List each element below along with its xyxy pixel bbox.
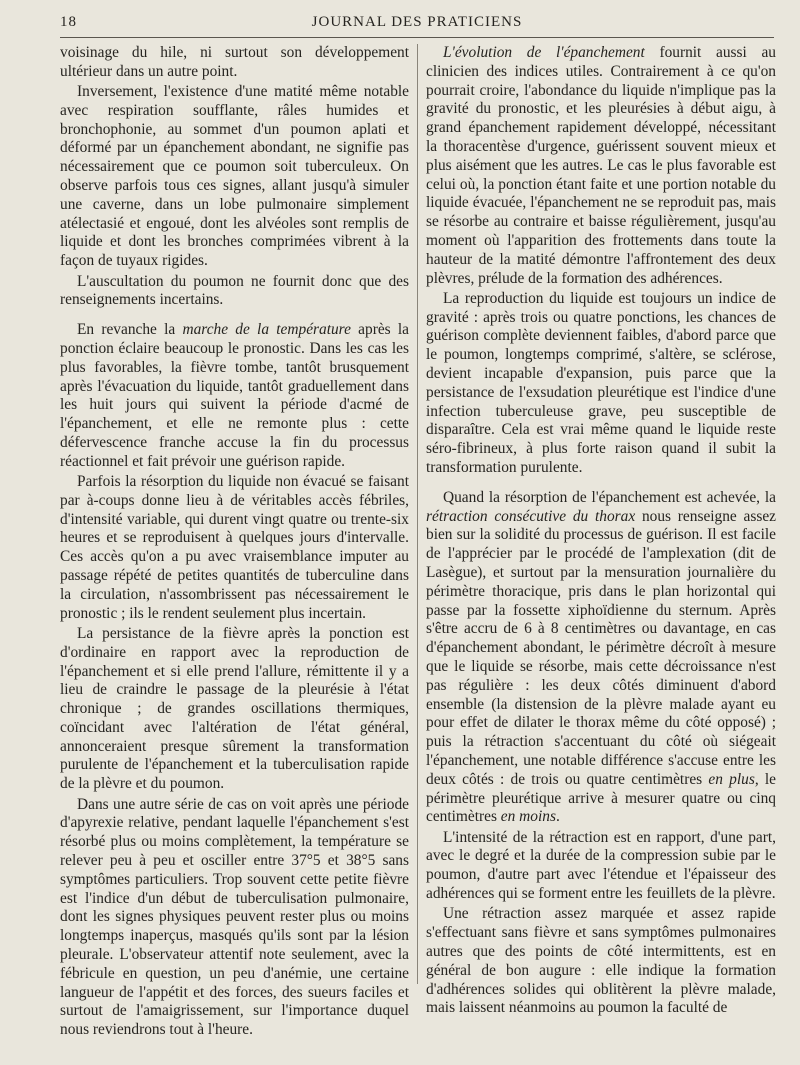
text-run: nous renseigne assez bien sur la solidité du processus de guérison. Il est facile de l'apprécier par le procédé de l'amplexation (dit de Lasègue), et surtout par la mensuration journalière du périmètre thoracique, pris dans le plan horizontal qui passe par la fossette xiphoïdienne du sternum. Après s'être accru de 6 à 8 centimètres ou davantage, en cas d'épanchement abondant, le périmètre décroît à mesure que le liquide se résorbe, mais cette décroissance n'est pas régulière : les deux côtés diminuent d'abord ensemble (la distension de la plèvre malade ayant eu pour effet de dilater le thorax même du côté opposé) ; puis la rétraction s'accentuant du côté où siégeait l'épanchement, une notable différence s'accuse entre les deux côtés : de trois ou quatre centimètres [426,507,776,788]
running-head [60,14,774,36]
journal-title: JOURNAL DES PRATICIENS [311,14,523,30]
italic-run: marche de la température [182,321,351,339]
paragraph: La reproduction du liquide est toujours un indice de gravité : après trois ou quatre ponctions, les chances de guérison complète deviennent faibles, d'abord parce que le poumon, longtemps comprimé, s'altère, se sclérose, devient incapable d'expansion, puis parce que la persistance de l'exsudation pleurétique est l'indice d'une infection tuberculeuse grave, peu susceptible de disparaître. Cela est vrai même quand le liquide reste séro-fibrineux, à plus forte raison quand il subit la transformation purulente. [426,289,776,477]
page-number: 18 [60,14,77,30]
left-column [60,44,409,1041]
text-run: après la ponction éclaire beaucoup le pronostic. Dans les cas les plus favorables, la fièvre tombe, tantôt brusquement après l'évacuation du liquide, tantôt graduellement dans les huit jours qui suivent la période d'acmé de l'épanchement, et elle ne remonte plus : cette défervescence franche accuse la fin du processus réactionnel et fait prévoir une guérison rapide. [60,321,409,470]
paragraph: Dans une autre série de cas on voit après une période d'apyrexie relative, pendant laquelle l'épanchement s'est résorbé plus ou moins complètement, la température se relever peu à peu et osciller entre 37°5 et 38°5 sans symptômes particuliers. Trop souvent cette petite fièvre est l'indice d'un début de tuberculisation pulmonaire, dont les signes physiques peuvent rester plus ou moins longtemps inaperçus, masqués qu'ils sont par la lésion pleurale. L'observateur attentif note seulement, avec la fébricule en question, un peu d'anémie, une certaine langueur de l'appétit et des forces, des sueurs faciles et surtout de l'amaigrissement, sur l'importance duquel nous reviendrons tout à l'heure. [60,795,409,1039]
text-run: En revanche la [77,321,183,339]
paragraph: Une rétraction assez marquée et assez rapide s'effectuant sans fièvre et sans symptômes pulmonaires autres que des points de côté intermittents, est en général de bon augure : elle indique la formation d'adhérences solides qui oblitèrent la plèvre malade, mais laissent néanmoins au poumon la faculté de [426,905,776,1017]
paragraph: voisinage du hile, ni surtout son développement ultérieur dans un autre point. [60,44,409,80]
italic-run: rétraction consécutive du thorax [426,507,636,525]
right-column [426,44,776,1020]
paragraph: L'auscultation du poumon ne fournit donc que des renseignements incertains. [60,272,409,309]
paragraph [426,489,776,827]
text-run: Quand la résorption de l'épanchement est achevée, la [443,488,776,506]
italic-run: en plus [708,770,755,788]
header-rule [60,37,774,38]
italic-run: L'évolution de l'épanchement [443,44,645,61]
paragraph: Inversement, l'existence d'une matité même notable avec respiration soufflante, râles humides et bronchophonie, au sommet d'un poumon aplati et déformé par un épanchement abondant, ne signifie pas nécessairement que ce poumon soit tuberculeux. On observe parfois tous ces signes, allant jusqu'à simuler une caverne, dans un lobe pulmonaire simplement atélectasié et engoué, dont les alvéoles sont remplis de liquide et dont les bronches comprimées vibrent à la façon de tuyaux rigides. [60,83,409,270]
paragraph [426,44,776,288]
text-run: . [555,808,560,826]
paragraph [60,321,409,471]
paragraph: L'intensité de la rétraction est en rapport, d'une part, avec le degré et la durée de la compression subie par le poumon, d'autre part avec l'étendue et l'épaisseur des adhérences qui se forment entre les feuillets de la plèvre. [426,828,776,903]
text-run: fournit aussi au clinicien des indices utiles. Contrairement à ce qu'on pourrait croire, l'abondance du liquide n'implique pas la gravité du pronostic, et les pleurésies à début aigu, à grand épanchement rapidement développé, nécessitant la thoracentèse d'urgence, guérissent souvent mieux et plus aisément que les autres. Le cas le plus favorable est celui où, la ponction étant faite et une portion notable du liquide évacuée, l'épanchement ne se reproduit pas, mais se résorbe au contraire et baisse régulièrement, jusqu'au moment où l'apparition des frottements dans toute la hauteur de la matité démontre l'affrontement des deux plèvres, prélude de la formation des adhérences. [426,44,776,287]
column-rule [417,44,418,984]
paragraph: Parfois la résorption du liquide non évacué se faisant par à-coups donne lieu à de véritables accès fébriles, d'intensité variable, qui durent vingt quatre ou trente-six heures et se reproduisent à quelques jours d'intervalle. Ces accès qu'on a pu avec vraisemblance imputer au passage répété de petites quantités de tuberculine dans la circulation, n'assombrissent pas nécessairement le pronostic ; ils le rendent seulement plus incertain. [60,473,409,622]
text-run: , le périmètre pleurétique arrive à mesurer quatre ou cinq centimètres [426,770,777,826]
paragraph: La persistance de la fièvre après la ponction est d'ordinaire en rapport avec la reproduction de l'épanchement et si elle prend l'allure, rémittente il y a lieu de craindre le passage de la pleurésie à l'état chronique ; de grandes oscillations thermiques, coïncidant avec l'altération de l'état général, annonceraient presque sûrement la transformation purulente de l'épanchement et la tuberculisation rapide de la plèvre et du poumon. [60,624,409,793]
italic-run: en moins [500,808,556,826]
